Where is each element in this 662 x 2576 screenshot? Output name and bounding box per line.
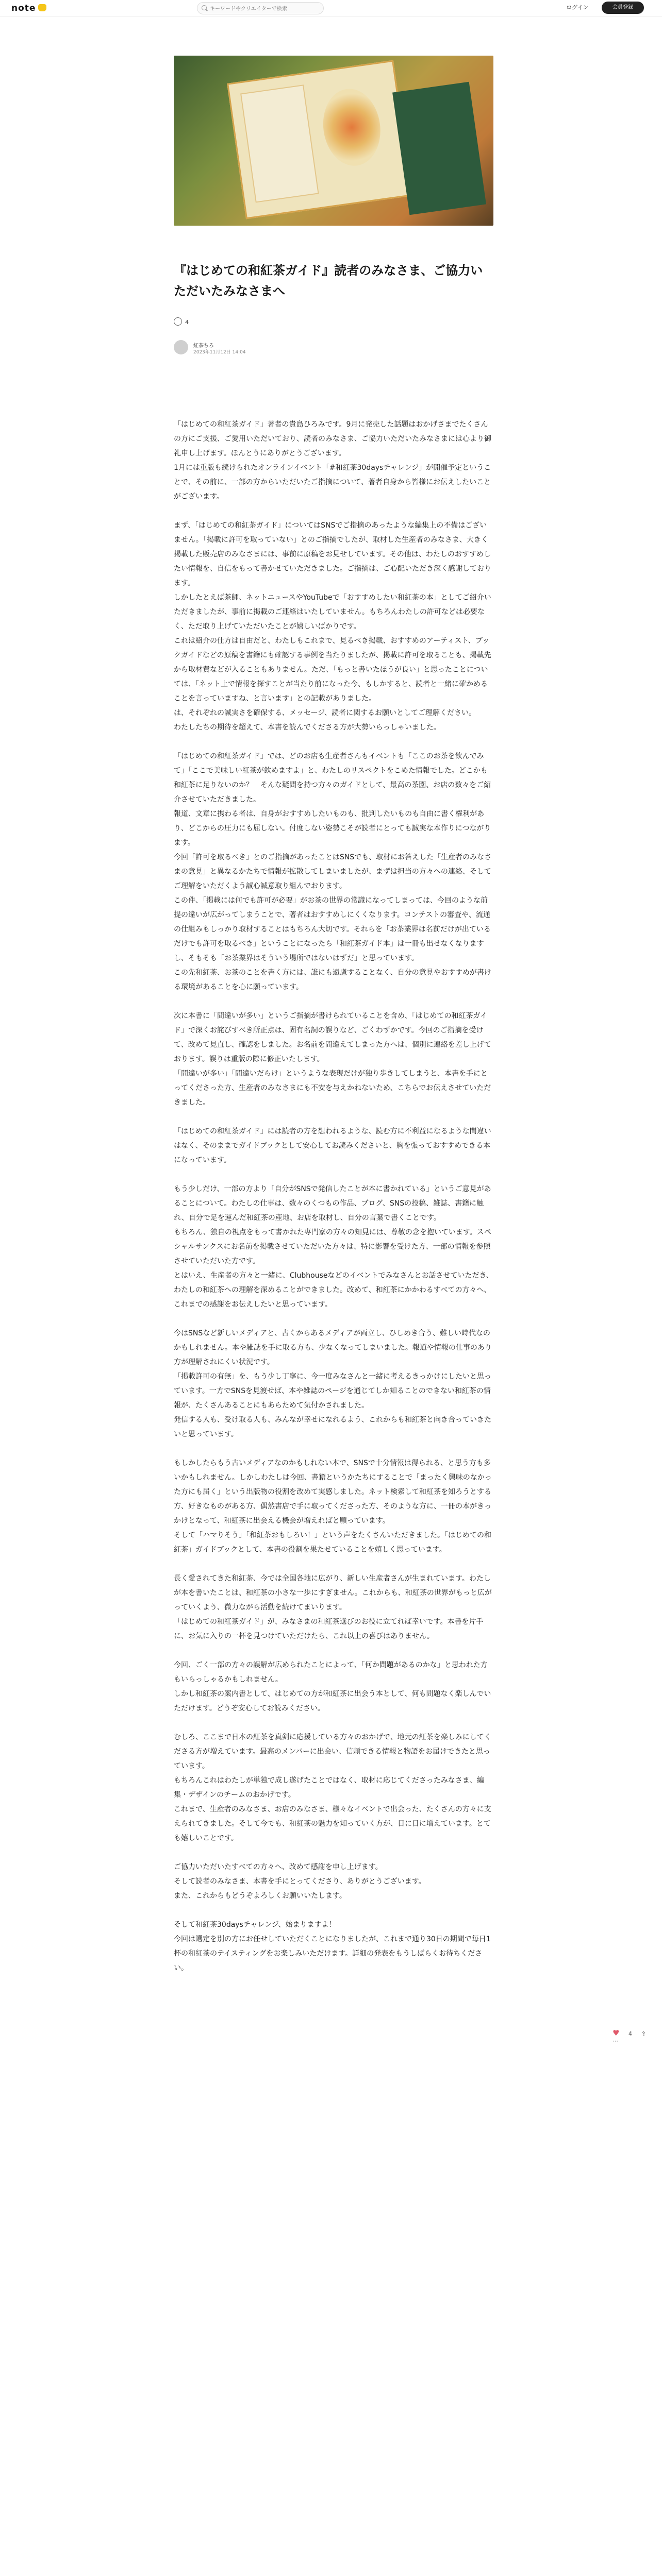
paragraph: もう少しだけ、一部の方より「自分がSNSで発信したことが本に書かれている」というご意見があることについて。わたしの仕事は、数々のくつもの作品、ブログ、SNSの投稿、雑誌、書籍に触れ、自分で足を運んだ和紅茶の産地、お店を取材し、自分の言葉で書くことです。 もちろん、独自の視点をもって書かれた専門家の方々の知見には、尊敬の念を抱いています。スペシャルサンクスにお名前を掲載させていただいた方々は、特に影響を受けた方、一部の情報を参照させていただいた方です。 とはいえ、生産者の方々と一緒に、Clubhouseなどのイベントでみなさんとお話させていただき、わたしの和紅茶への理解を深めることができました。改めて、和紅茶にかかわるすべての方々へ、これまでの感謝をお伝えしたいと思っています。 bbox=[174, 1185, 493, 1309]
paragraph: 長く愛されてきた和紅茶、今では全国各地に広がり、新しい生産者さんが生まれています。わたしが本を書いたことは、和紅茶の小さな一歩にすぎません。これからも、和紅茶の世界がもっと広がっていくよう、微力ながら活動を続けてまいります。 「はじめての和紅茶ガイド」が、みなさまの和紅茶選びのお役に立てれば幸いです。本書を片手に、お気に入りの一杯を見つけていただけたら、これ以上の喜びはありません。 bbox=[174, 1574, 492, 1640]
heart-icon[interactable]: ♥ bbox=[613, 2028, 620, 2038]
top-header bbox=[0, 0, 662, 17]
share-icon[interactable]: ⇪ bbox=[641, 2030, 646, 2037]
book-spine-image bbox=[392, 82, 486, 215]
paragraph: まず、「はじめての和紅茶ガイド」についてはSNSでご指摘のあったような編集上の不備はございません。「掲載に許可を取っていない」とのご指摘でしたが、取材した生産者のみなさま、大きく掲載した販売店のみなさまには、事前に原稿をお見せしています。その他は、わたしのおすすめしたい情報を、自信をもって書かせていただきました。ご指摘は、ご心配いただき深く感謝しております。 しかしたとえば茶師、ネットニュースやYouTubeで「おすすめしたい和紅茶の本」としてご紹介いただきましたが、事前に掲載のご連絡はいたしていません。もちろんわたしの許可などは必要なく、ただ取り上げていただいたことが嬉しいばかりです。 これは紹介の仕方は自由だと、わたしもこれまで、見るべき掲載、おすすめのアーティスト、ブックガイドなどの原稿を書籍にも確認する事例を当たりましたが、掲載に許可を取ることも、掲載先から取材費などが入ることもありません。ただ、「もっと書いたほうが良い」と思ったことについては、「ネット上で情報を探すことが当たり前になった今、もしかすると、読者と一緒に確かめることを言っていますね、と言います」との記載がありました。 は、それぞれの誠実さを確保する、メッセージ、読者に関するお願いとしてご理解ください。 わたしたちの期待を超えて、本書を読んでくださる方が大勢いらっしゃいました。 bbox=[174, 521, 491, 732]
avatar[interactable] bbox=[174, 340, 188, 354]
paragraph: むしろ、ここまで日本の紅茶を真剣に応援している方々のおかげで、地元の紅茶を楽しみにしてくださる方が増えています。最高のメンバーに出会い、信頼できる情報と物語をお届けできたと思っています。 もちろんこれはわたしが単独で成し遂げたことではなく、取材に応じてくださったみなさま、編集・デザインのチームのおかげです。 これまで、生産者のみなさま、お店のみなさま、様々なイベントで出会った、たくさんの方々に支えられてきました。そして今でも、和紅茶の魅力を知っていく方が、日に日に増えています。とても嬉しいことです。 bbox=[174, 1733, 491, 1842]
logo-text: note bbox=[11, 3, 36, 13]
paragraph: 「はじめての和紅茶ガイド」著者の貴島ひろみです。9月に発売した話題はおかげさまでたくさんの方にご支援、ご愛用いただいており、読者のみなさま、ご協力いただいたみなさまには心より御礼申し上げます。ほんとうにありがとうございます。 1月には重版も続けられたオンラインイベント「#和紅茶30daysチャレンジ」が開催予定ということで、その前に、一部の方からいただいたご指摘について、著者自身から皆様にお伝えしたいことがございます。 bbox=[174, 420, 491, 501]
paragraph: 今回、ごく一部の方々の誤解が広められたことによって、「何か問題があるのかな」と思われた方もいらっしゃるかもしれません。 しかし和紅茶の案内書として、はじめての方が和紅茶に出会う本として、何も問題なく楽しんでいただけます。どうぞ安心してお読みください。 bbox=[174, 1661, 491, 1713]
paragraph: もしかしたらもう古いメディアなのかもしれない本で、SNSで十分情報は得られる、と思う方も多いかもしれません。しかしわたしは今回、書籍というかたちにすることで「まったく興味のなかった方にも届く」という出版物の役割を改めて実感しました。ネット検索して和紅茶を知ろうとする方、好きなものがある方、偶然書店で手に取ってくださった方、そのような方に、一冊の本がきっかけとなって、和紅茶に出会える機会が増えればと願っています。 そして「ハマりそう」「和紅茶おもしろい！」という声をたくさんいただきました。「はじめての和紅茶」ガイドブックとして、本書の役割を果たせていることを嬉しく思っています。 bbox=[174, 1459, 492, 1554]
like-count: 4 bbox=[185, 319, 189, 326]
side-like-count: 4 bbox=[628, 2030, 632, 2037]
paragraph: 「はじめての和紅茶ガイド」には読者の方を想われるような、読む方に不利益になるような間違いはなく、そのままでガイドブックとして安心してお読みくださいと、胸を張っておすすめできる本になっています。 bbox=[174, 1127, 491, 1164]
paragraph: ご協力いただいたすべての方々へ、改めて感謝を申し上げます。 そして読者のみなさま、本書を手にとってくださり、ありがとうございます。 また、これからもどうぞよろしくお願いいたします。 bbox=[174, 1863, 426, 1900]
signup-button[interactable]: 会員登録 bbox=[602, 2, 644, 14]
author-name[interactable]: 紅茶ちろ bbox=[193, 343, 214, 349]
post-date: 2023年11月12日 14:04 bbox=[193, 350, 246, 355]
paragraph: そして和紅茶30daysチャレンジ、始まりますよ！ 今回は選定を別の方にお任せしていただくことになりましたが、これまで通り30日の期間で毎日1杯の和紅茶のテイスティングをお楽しみいただけます。詳細の発表をもうしばらくお待ちください。 bbox=[174, 1921, 491, 1972]
book-cover-image bbox=[227, 60, 412, 219]
search-box[interactable] bbox=[197, 2, 324, 14]
like-counter-top[interactable] bbox=[174, 317, 189, 326]
floating-action-bar bbox=[613, 2028, 662, 2044]
page-title: 『はじめての和紅茶ガイド』読者のみなさま、ご協力いただいたみなさまへ bbox=[174, 263, 483, 298]
paragraph: 今はSNSなど新しいメディアと、古くからあるメディアが両立し、ひしめき合う、難しい時代なのかもしれません。本や雑誌を手に取る方も、少なくなってしまいました。報道や情報の仕事のあり方が理解されにくい状況です。 「掲載許可の有無」を、もう少し丁寧に、今一度みなさんと一緒に考えるきっかけにしたいと思っています。一方でSNSを見渡せば、本や雑誌のページを通じてしか知ることのできない和紅茶の情報が、たくさんあることにもあらためて気付かされました。 発信する人も、受け取る人も、みんなが幸せになれるよう、これからも和紅茶と向き合っていきたいと思っています。 bbox=[174, 1329, 492, 1438]
paragraph: 「はじめての和紅茶ガイド」では、どのお店も生産者さんもイベントも「ここのお茶を飲んでみて」「ここで美味しい紅茶が飲めますよ」と、わたしのリスペクトをこめた情報でした。どこかも和紅茶に足りないのか？ そんな疑問を持つ方々のガイドとして、最高の茶園、お店の数々をご紹介させていただきました。 報道、文章に携わる者は、自身がおすすめしたいものも、批判したいものも自由に書く権利があり、どこからの圧力にも屈しない。付度しない姿勢こそが読者にとっても誠実な本作りにつながります。 今回「許可を取るべき」とのご指摘があったことはSNSでも、取材にお答えした「生産者のみなさまの意見」と異なるかたちで情報が拡散してしまいましたが、まずは担当の方々への連絡、そしてご理解をいただくよう誠心誠意取り組んでおります。 この件、「掲載には何でも許可が必要」がお茶の世界の常識になってしまっては、今回のような前提の違いが広がってしまうことで、著者はおすすめしにくくなります。コンテストの審査や、流通の仕組みもしっかり取材することはもちろん大切です。それらを「お茶業界は名前だけが出ているだけでも許可を取るべき」ということになったら「和紅茶ガイド本」は一冊も出せなくなりますし、そもそも「お茶業界はそういう場所ではないはずだ」と思っています。 この先和紅茶、お茶のことを書く方には、誰にも遠慮することなく、自分の意見やおすすめが書ける環境があることを心に願っています。 bbox=[174, 752, 492, 991]
search-icon bbox=[202, 5, 207, 10]
hero-image bbox=[174, 56, 493, 226]
note-face-icon bbox=[38, 4, 46, 11]
search-input[interactable] bbox=[209, 3, 321, 15]
more-icon[interactable]: ⋯ bbox=[613, 2038, 618, 2044]
note-logo[interactable] bbox=[11, 3, 46, 13]
heart-icon bbox=[174, 317, 182, 326]
article-body bbox=[174, 417, 493, 1990]
paragraph: 次に本書に「間違いが多い」というご指摘が書けられていることを含め、「はじめての和紅茶ガイド」で深くお詫びすべき所正点は、固有名詞の誤りなど、ごくわずかです。今回のご指摘を受けて、改めて見直し、確認をしました。お名前を間違えてしまった方へは、個別に連絡を差し上げております。誤りは重版の際に修正いたします。 「間違いが多い」「間違いだらけ」というような表現だけが独り歩きしてしまうと、本書を手にとってくださった方、生産者のみなさまにも不安を与えかねないため、こちらでお伝えさせていただきました。 bbox=[174, 1012, 491, 1107]
login-link[interactable]: ログイン bbox=[566, 4, 589, 11]
